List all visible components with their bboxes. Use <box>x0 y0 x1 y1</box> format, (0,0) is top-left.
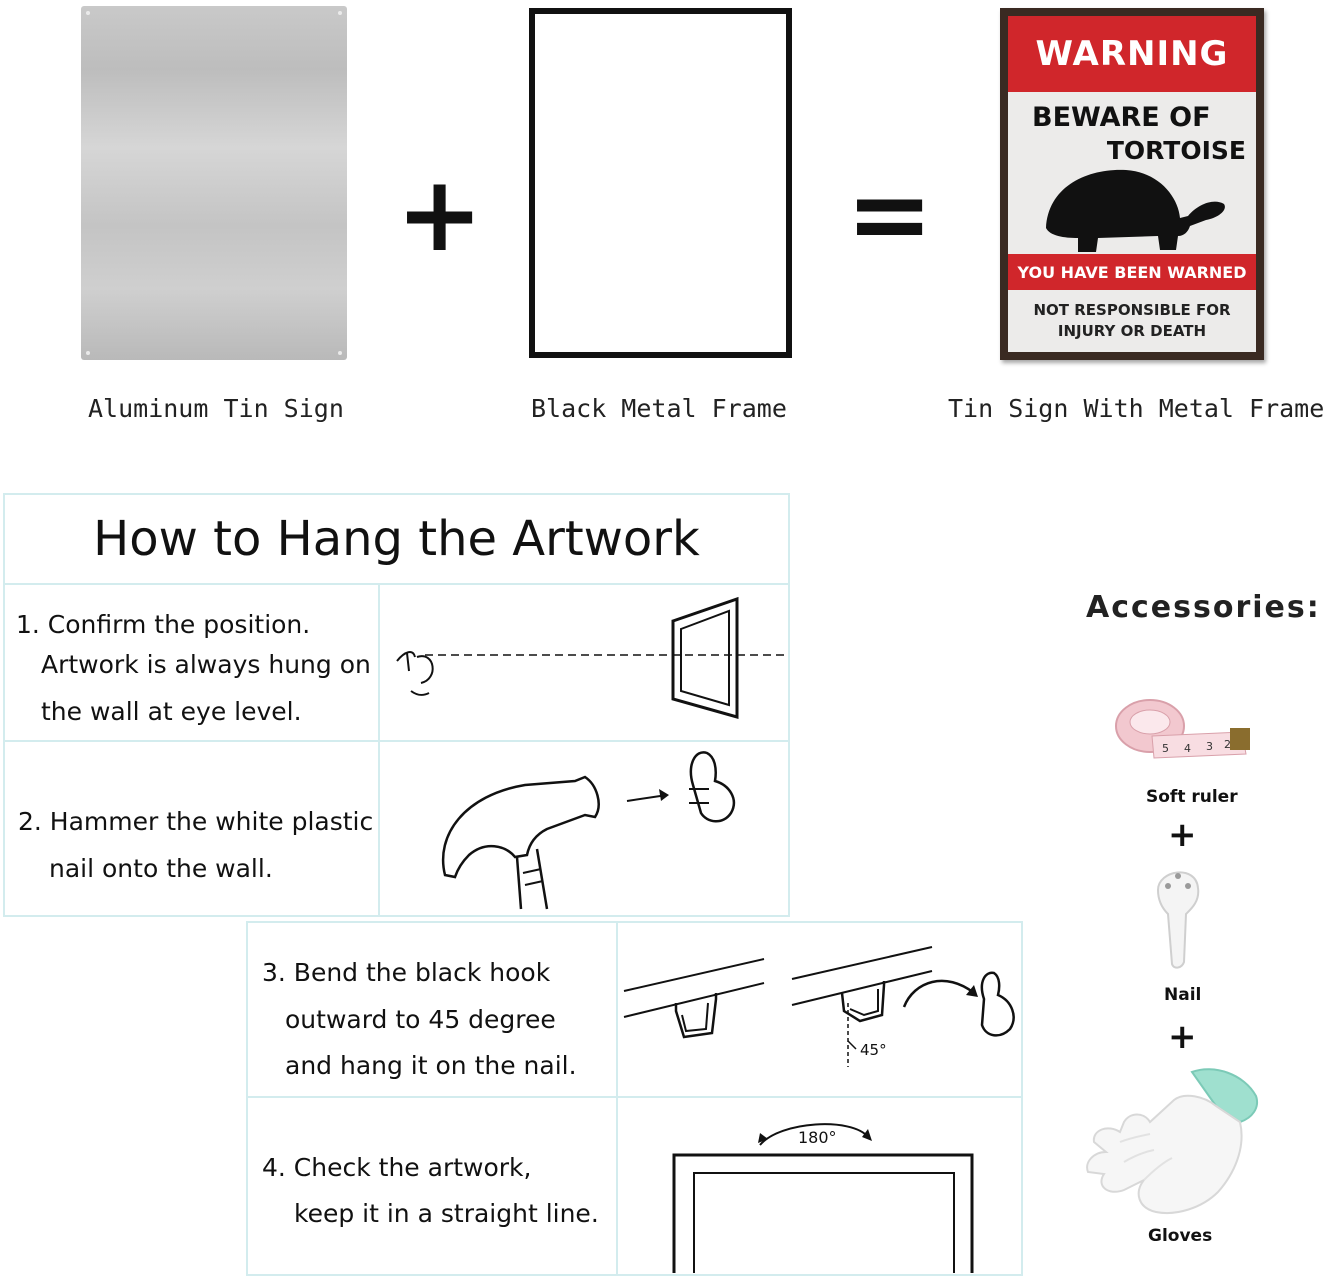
caption-frame: Black Metal Frame <box>531 394 787 423</box>
angle-180-label: 180° <box>798 1128 837 1147</box>
step3-line3: and hang it on the nail. <box>285 1051 577 1080</box>
ruler-mark: 2 <box>1224 738 1231 751</box>
divider <box>616 923 618 1274</box>
ruler-mark: 3 <box>1206 740 1213 753</box>
warning-footer <box>1008 300 1256 342</box>
plastic-nail-icon <box>1150 862 1206 972</box>
instructions-title: How to Hang the Artwork <box>5 495 788 585</box>
step2-line1: 2. Hammer the white plastic <box>18 807 374 836</box>
divider <box>378 585 380 915</box>
tortoise-silhouette-icon <box>1038 166 1228 252</box>
step3-line2: outward to 45 degree <box>285 1005 556 1034</box>
step1-line2: Artwork is always hung on <box>41 650 371 679</box>
ruler-mark: 5 <box>1162 742 1169 755</box>
warning-footer-2: INJURY OR DEATH <box>1057 322 1207 340</box>
equals-symbol: = <box>846 153 934 275</box>
step4-line1: 4. Check the artwork, <box>262 1153 532 1182</box>
caption-result: Tin Sign With Metal Frame <box>948 394 1324 423</box>
warning-sign-image <box>1000 8 1264 360</box>
accessory-label-soft-ruler: Soft ruler <box>1146 787 1238 807</box>
accessory-label-gloves: Gloves <box>1148 1226 1213 1246</box>
caption-tin-sign: Aluminum Tin Sign <box>88 394 344 423</box>
bend-hook-illustration <box>620 941 1020 1091</box>
warning-footer-1: NOT RESPONSIBLE FOR <box>1033 301 1231 319</box>
step4-line2: keep it in a straight line. <box>294 1199 599 1228</box>
step1-line1: 1. Confirm the position. <box>16 610 311 639</box>
plus-symbol: + <box>396 153 484 275</box>
accessory-label-nail: Nail <box>1164 985 1202 1005</box>
warning-line-1: BEWARE OF <box>1032 102 1211 133</box>
aluminum-tin-sign-image <box>81 6 347 360</box>
step3-line1: 3. Bend the black hook <box>262 958 551 987</box>
hammer-nail-illustration <box>425 745 785 913</box>
black-metal-frame-image <box>529 8 792 358</box>
ruler-mark: 4 <box>1184 742 1191 755</box>
eye-level-illustration <box>385 591 785 731</box>
angle-45-label: 45° <box>860 1041 887 1059</box>
divider <box>5 740 788 742</box>
warning-band: YOU HAVE BEEN WARNED <box>1008 254 1256 290</box>
warning-header: WARNING <box>1008 16 1256 92</box>
soft-ruler-icon <box>1112 692 1254 762</box>
straight-line-illustration <box>620 1107 1020 1273</box>
gloves-icon <box>1084 1062 1260 1220</box>
step2-line2: nail onto the wall. <box>49 854 273 883</box>
warning-line-2: TORTOISE <box>1106 136 1246 165</box>
divider <box>248 1096 1021 1098</box>
accessory-plus: + <box>1168 1017 1197 1057</box>
accessory-plus: + <box>1168 815 1197 855</box>
step1-line3: the wall at eye level. <box>41 697 302 726</box>
accessories-title: Accessories: <box>1086 590 1321 625</box>
instructions-table-bottom <box>246 921 1023 1276</box>
instructions-table-top <box>3 493 790 917</box>
